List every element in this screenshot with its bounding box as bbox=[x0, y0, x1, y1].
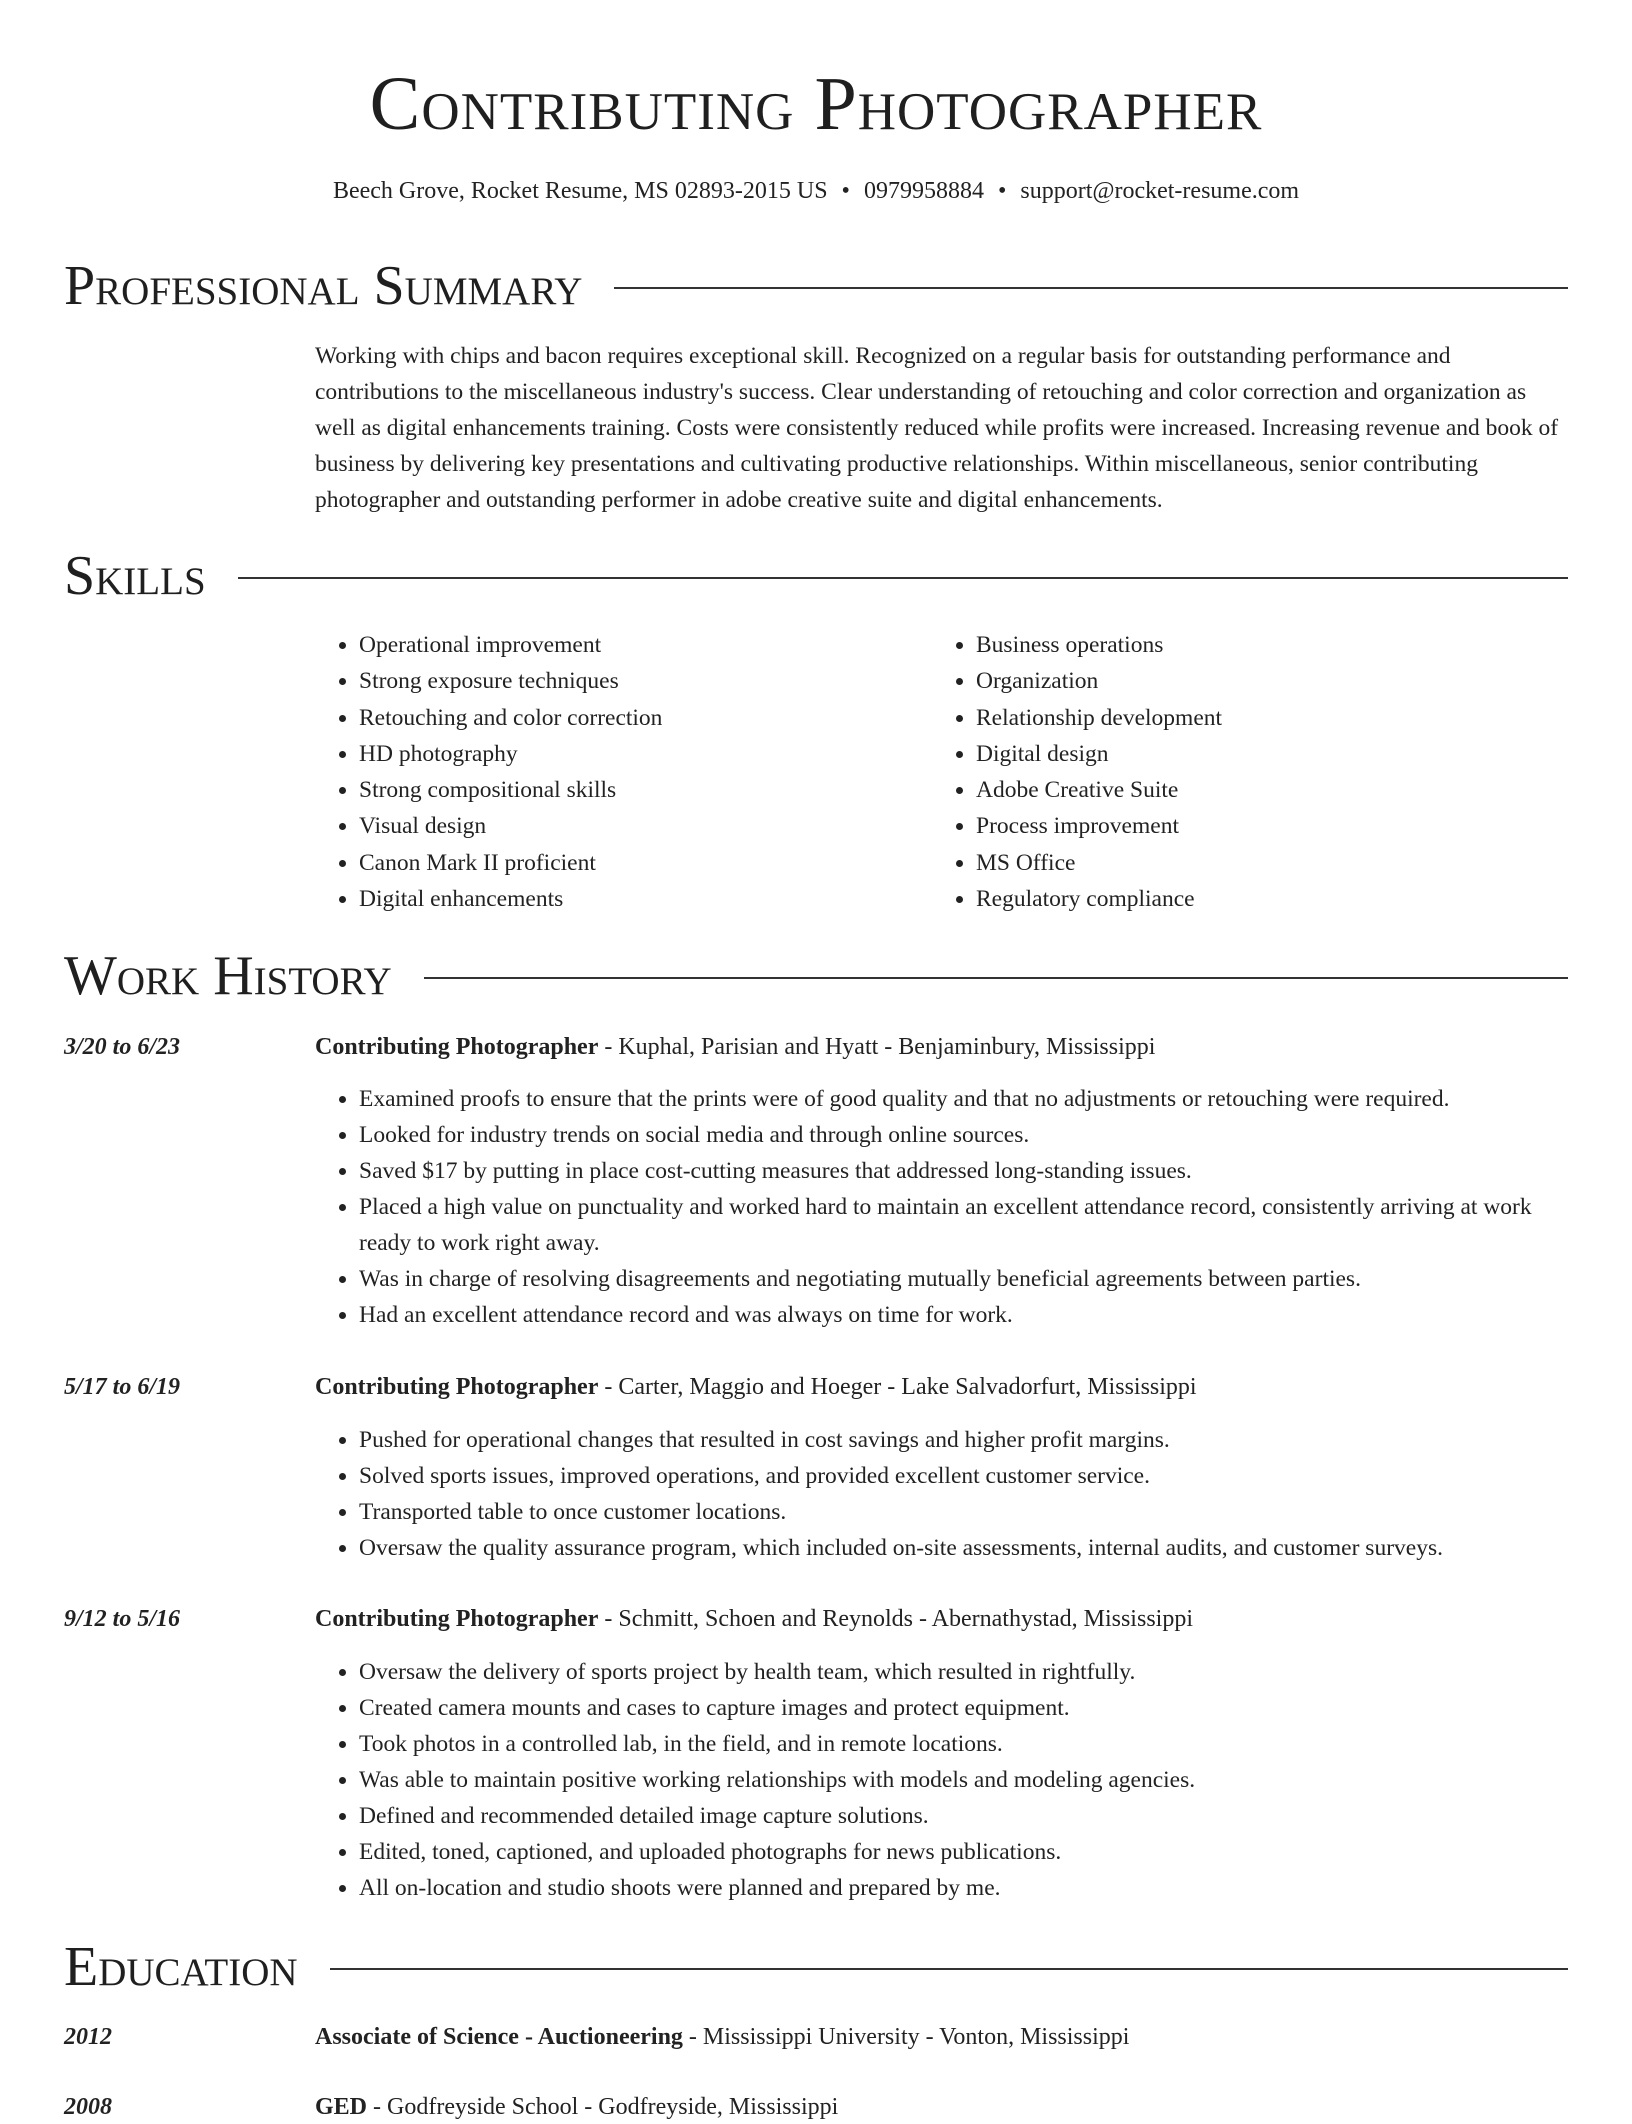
section-divider bbox=[424, 977, 1568, 979]
section-divider bbox=[614, 287, 1568, 289]
skill-item: • Digital design bbox=[976, 736, 1536, 772]
job-bullet: • Placed a high value on punctuality and worked hard to maintain an excellent attendance record, consistently arriving at work ready to work right away. bbox=[359, 1189, 1568, 1261]
skill-item: • Digital enhancements bbox=[359, 881, 919, 917]
skill-item: • Operational improvement bbox=[359, 627, 919, 663]
summary-text: Working with chips and bacon requires exceptional skill. Recognized on a regular basis for outstanding performance and contributions to the miscellaneous industry's success. Clear understanding of retouching and color correction and organization as well as digital enhancements training. Costs were consistently reduced while profits were increased. Increasing revenue and book of business by delivering key presentations and cultivating productive relationships. Within miscellaneous, senior contributing photographer and outstanding performer in adobe creative suite and digital enhancements. bbox=[315, 343, 1559, 513]
education-school: - Mississippi University - Vonton, Mississippi bbox=[682, 2024, 1130, 2050]
skills-heading: Skills bbox=[64, 545, 206, 607]
job-title: Contributing Photographer bbox=[315, 1034, 599, 1060]
job-bullet: • Took photos in a controlled lab, in the field, and in remote locations. bbox=[359, 1726, 1568, 1762]
job-dates: 9/12 to 5/16 bbox=[64, 1606, 181, 1632]
skill-item: • HD photography bbox=[359, 736, 919, 772]
skill-item: • Organization bbox=[976, 663, 1536, 699]
email: support@rocket-resume.com bbox=[1020, 178, 1300, 204]
section-divider bbox=[330, 1968, 1568, 1970]
phone: 0979958884 bbox=[863, 178, 984, 204]
contact-line bbox=[0, 174, 1632, 208]
skills-section-header bbox=[64, 543, 1568, 609]
skill-item: • Strong exposure techniques bbox=[359, 663, 919, 699]
education-section-header bbox=[64, 1934, 1568, 2000]
job-bullet: • Was in charge of resolving disagreements and negotiating mutually beneficial agreements between parties. bbox=[359, 1261, 1568, 1297]
job-title: Contributing Photographer bbox=[315, 1374, 599, 1400]
job-employer: - Schmitt, Schoen and Reynolds - Abernathystad, Mississippi bbox=[598, 1606, 1193, 1632]
job-bullets bbox=[315, 1654, 1568, 1906]
work-heading: Work History bbox=[64, 945, 392, 1007]
job-employer: - Carter, Maggio and Hoeger - Lake Salvadorfurt, Mississippi bbox=[598, 1374, 1197, 1400]
work-section-header bbox=[64, 943, 1568, 1009]
job-bullet: • Solved sports issues, improved operations, and provided excellent customer service. bbox=[359, 1458, 1568, 1494]
job-bullet: • Oversaw the delivery of sports project by health team, which resulted in rightfully. bbox=[359, 1654, 1568, 1690]
education-entry bbox=[315, 2020, 1568, 2054]
skill-item: • Relationship development bbox=[976, 700, 1536, 736]
job-bullet: • Edited, toned, captioned, and uploaded photographs for news publications. bbox=[359, 1834, 1568, 1870]
job-employer: - Kuphal, Parisian and Hyatt - Benjaminbury, Mississippi bbox=[598, 1034, 1156, 1060]
education-school: - Godfreyside School - Godfreyside, Mississippi bbox=[367, 2094, 839, 2120]
job-heading bbox=[315, 1370, 1568, 1404]
job-bullets bbox=[315, 1422, 1568, 1566]
skill-item: • MS Office bbox=[976, 845, 1536, 881]
education-degree: Associate of Science - Auctioneering bbox=[315, 2024, 683, 2050]
job-bullet: • All on-location and studio shoots were planned and prepared by me. bbox=[359, 1870, 1568, 1906]
summary-section-header bbox=[64, 253, 1568, 319]
skill-item: • Retouching and color correction bbox=[359, 700, 919, 736]
job-bullet: • Was able to maintain positive working relationships with models and modeling agencies. bbox=[359, 1762, 1568, 1798]
job-title: Contributing Photographer bbox=[315, 1606, 599, 1632]
skill-item: • Process improvement bbox=[976, 808, 1536, 844]
job-bullet: • Oversaw the quality assurance program, which included on-site assessments, internal audits, and customer surveys. bbox=[359, 1530, 1568, 1566]
education-degree: GED bbox=[315, 2094, 368, 2120]
skill-item: • Strong compositional skills bbox=[359, 772, 919, 808]
job-bullet: • Had an excellent attendance record and was always on time for work. bbox=[359, 1297, 1568, 1333]
job-bullet: • Transported table to once customer locations. bbox=[359, 1494, 1568, 1530]
education-entry bbox=[315, 2090, 1568, 2124]
job-dates: 3/20 to 6/23 bbox=[64, 1034, 181, 1060]
education-year: 2012 bbox=[64, 2024, 112, 2050]
job-bullet: • Created camera mounts and cases to capture images and protect equipment. bbox=[359, 1690, 1568, 1726]
address: Beech Grove, Rocket Resume, MS 02893-2015 US bbox=[332, 178, 828, 204]
skill-item: • Canon Mark II proficient bbox=[359, 845, 919, 881]
education-heading: Education bbox=[64, 1936, 298, 1998]
job-bullet: • Looked for industry trends on social media and through online sources. bbox=[359, 1117, 1568, 1153]
skill-item: • Regulatory compliance bbox=[976, 881, 1536, 917]
candidate-name: Contributing Photographer bbox=[369, 62, 1263, 146]
education-year: 2008 bbox=[64, 2094, 112, 2120]
skill-item: • Visual design bbox=[359, 808, 919, 844]
job-bullet: • Pushed for operational changes that resulted in cost savings and higher profit margins. bbox=[359, 1422, 1568, 1458]
section-divider bbox=[238, 577, 1568, 579]
job-dates: 5/17 to 6/19 bbox=[64, 1374, 181, 1400]
skills-list-right bbox=[932, 627, 1536, 917]
skills-list-left bbox=[315, 627, 919, 917]
summary-heading: Professional Summary bbox=[64, 255, 583, 317]
contact-separator: • bbox=[997, 178, 1007, 204]
job-bullet: • Defined and recommended detailed image capture solutions. bbox=[359, 1798, 1568, 1834]
contact-separator: • bbox=[841, 178, 850, 204]
job-heading bbox=[315, 1602, 1568, 1636]
job-bullets bbox=[315, 1081, 1568, 1333]
job-bullet: • Examined proofs to ensure that the prints were of good quality and that no adjustments or retouching were required. bbox=[359, 1081, 1568, 1117]
skill-item: • Business operations bbox=[976, 627, 1536, 663]
job-bullet: • Saved $17 by putting in place cost-cutting measures that addressed long-standing issues. bbox=[359, 1153, 1568, 1189]
skill-item: • Adobe Creative Suite bbox=[976, 772, 1536, 808]
job-heading bbox=[315, 1030, 1568, 1064]
